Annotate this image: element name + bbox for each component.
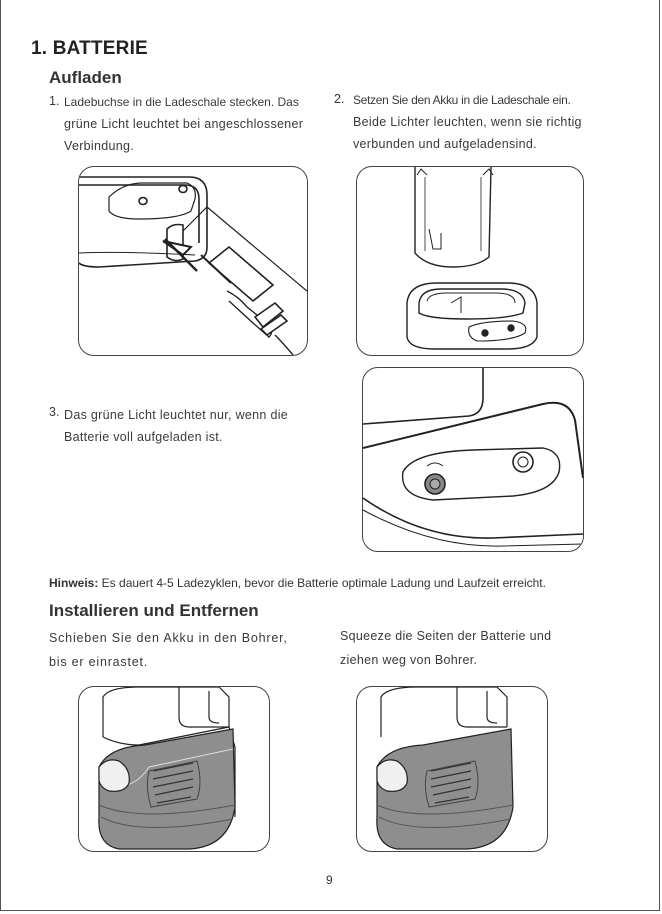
insert-battery-illustration xyxy=(79,687,269,851)
image-battery-cradle xyxy=(356,166,584,356)
install-left-line-1: Schieben Sie den Akku in den Bohrer, xyxy=(49,631,288,645)
step-3-line-1: Das grüne Licht leuchtet nur, wenn die xyxy=(64,408,289,422)
note-label: Hinweis: xyxy=(49,576,99,590)
step-1-line-2: grüne Licht leuchtet bei angeschlossener xyxy=(64,117,304,131)
image-indicator-lights xyxy=(362,367,584,552)
image-charger-plug xyxy=(78,166,308,356)
step-2-line-1: Setzen Sie den Akku in die Ladeschale ein. xyxy=(353,93,571,107)
install-left-text xyxy=(49,626,288,674)
remove-battery-illustration xyxy=(357,687,547,851)
install-heading: Installieren und Entfernen xyxy=(49,601,259,620)
step-1-line-3: Verbindung. xyxy=(64,139,135,153)
install-right-text xyxy=(340,624,551,672)
step-1-line-1: Ladebuchse in die Ladeschale stecken. Das xyxy=(64,95,299,109)
step-3-number: 3. xyxy=(49,405,60,419)
step-1-number: 1. xyxy=(49,94,60,108)
image-insert-battery xyxy=(78,686,270,852)
charging-note xyxy=(49,576,546,590)
step-3-line-2: Batterie voll aufgeladen ist. xyxy=(64,430,223,444)
page-number: 9 xyxy=(326,873,333,887)
install-left-line-2: bis er einrastet. xyxy=(49,655,149,669)
step-2-number: 2. xyxy=(334,92,345,106)
battery-cradle-illustration xyxy=(357,167,583,355)
image-remove-battery xyxy=(356,686,548,852)
step-2-line-3: verbunden und aufgeladensind. xyxy=(353,137,537,151)
note-text: Es dauert 4-5 Ladezyklen, bevor die Batterie optimale Ladung und Laufzeit erreicht. xyxy=(98,576,546,590)
install-right-line-1: Squeeze die Seiten der Batterie und xyxy=(340,629,552,643)
section-title: 1. BATTERIE xyxy=(31,38,148,59)
indicator-lights-illustration xyxy=(363,368,583,551)
charger-plug-illustration xyxy=(79,167,307,355)
install-right-line-2: ziehen weg von Bohrer. xyxy=(340,653,478,667)
charging-heading: Aufladen xyxy=(49,68,122,87)
step-2-line-2: Beide Lichter leuchten, wenn sie richtig xyxy=(353,115,582,129)
